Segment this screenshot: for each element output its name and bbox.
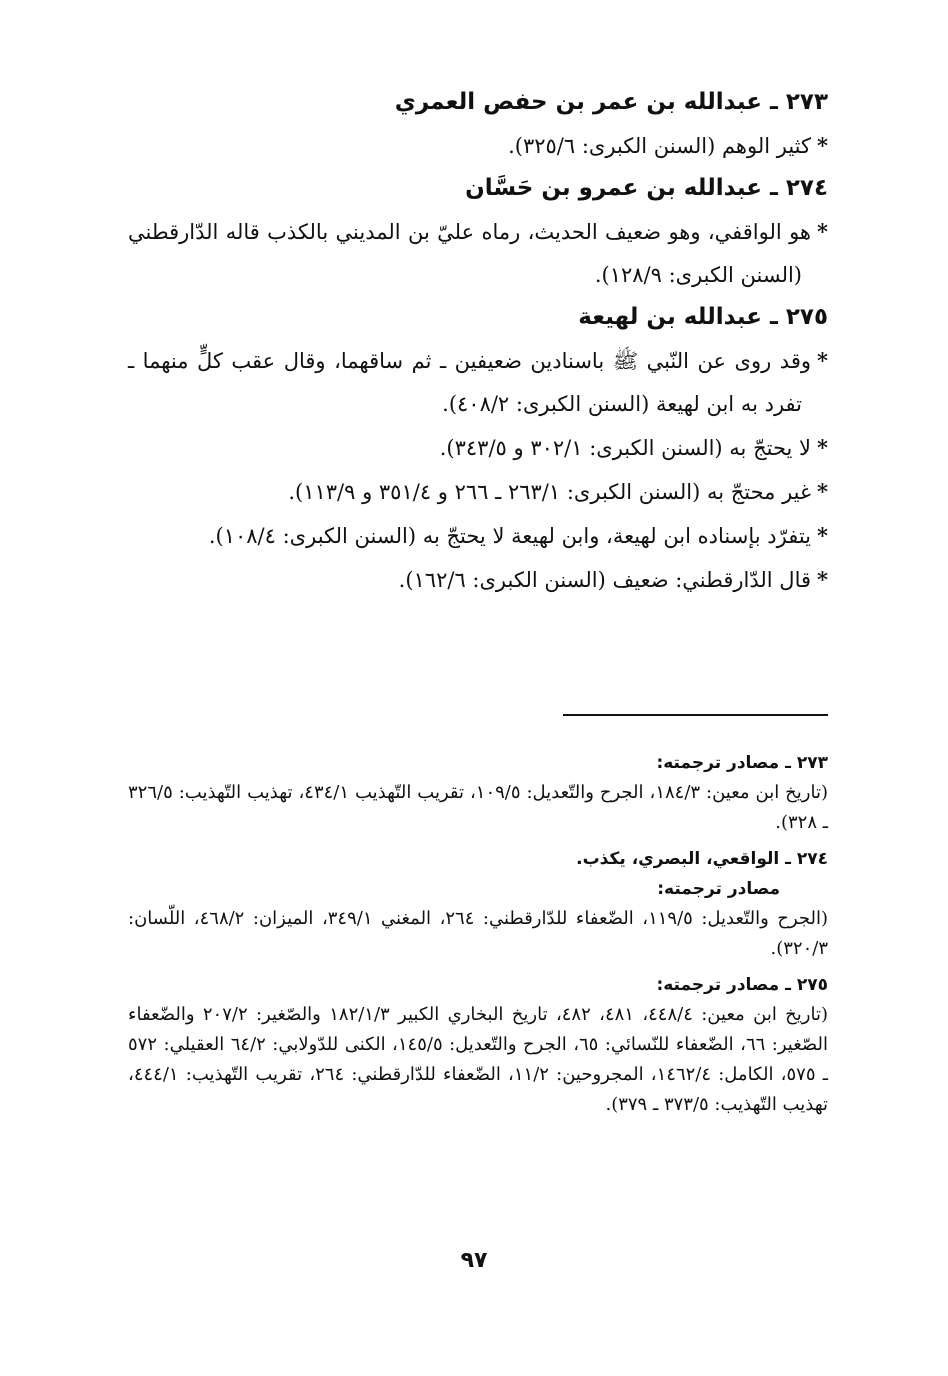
- page-number: ٩٧: [460, 1248, 488, 1273]
- star-marker: *: [817, 219, 828, 244]
- entry-note: *قال الدّارقطني: ضعيف (السنن الكبرى: ١٦٢/٦).: [398, 567, 828, 592]
- star-marker: *: [817, 435, 828, 460]
- entry-note: *كثير الوهم (السنن الكبرى: ٣٢٥/٦).: [508, 133, 828, 158]
- footnote-273-sources: (تاريخ ابن معين: ١٨٤/٣، الجرح والتّعديل: ١٠٩/٥، تقريب التّهذيب ٤٣٤/١، تهذيب التّهذيب: ٣٢٦/٥ ـ ٣٢٨).: [128, 782, 828, 833]
- entry-273: [128, 82, 828, 168]
- entry-title: ٢٧٣ ـ عبدالله بن عمر بن حفص العمري: [394, 89, 828, 115]
- entry-note: *غير محتجّ به (السنن الكبرى: ٢٦٣/١ ـ ٢٦٦ و ٣٥١/٤ و ١١٣/٩).: [288, 479, 828, 504]
- entry-note: *لا يحتجّ به (السنن الكبرى: ٣٠٢/١ و ٣٤٣/٥).: [439, 435, 828, 460]
- main-text: [128, 82, 828, 602]
- footnote-274-heading: ٢٧٤ ـ الواقعي، البصري، يكذب.: [576, 849, 828, 869]
- footnote-separator: [563, 714, 828, 716]
- footnote-275-sources: (تاريخ ابن معين: ٤٤٨/٤، ٤٨١، ٤٨٢، تاريخ البخاري الكبير ١٨٢/١/٣ والصّغير: ٢٠٧/٢ والضّعفاء الصّغير: ٦٦، الضّعفاء للنّسائي: ٦٥، الجرح والتّعديل: ١٤٥/٥، الكنى للدّولابي: ٦٤/٢ العقيلي: ٥٧٢ ـ ٥٧٥، الكامل: ١٤٦٢/٤، المجروحين: ١١/٢، الضّعفاء للدّارقطني: ٢٦٤، تقريب التّهذيب: ٤٤٤/١، تهذيب التّهذيب: ٣٧٣/٥ ـ ٣٧٩).: [128, 1004, 829, 1115]
- star-marker: *: [817, 479, 828, 504]
- entry-274: [128, 168, 828, 297]
- entry-title: ٢٧٤ ـ عبدالله بن عمرو بن حَسَّان: [465, 175, 828, 201]
- entry-note: *هو الواقفي، وهو ضعيف الحديث، رماه عليّ بن المديني بالكذب قاله الدّارقطني (السنن الكبرى: ١٢٨/٩).: [128, 219, 828, 287]
- footnote-275-heading: ٢٧٥ ـ مصادر ترجمته:: [656, 975, 828, 995]
- footnote-274-subheading: مصادر ترجمته:: [657, 879, 780, 899]
- entry-note: *وقد روى عن النّبي ﷺ باسنادين ضعيفين ـ ثم ساقهما، وقال عقب كلٍّ منهما ـ تفرد به ابن لهيعة (السنن الكبرى: ٤٠٨/٢).: [128, 348, 828, 416]
- star-marker: *: [817, 133, 828, 158]
- footnotes: [128, 748, 828, 1120]
- entry-title: ٢٧٥ ـ عبدالله بن لهيعة: [578, 304, 828, 330]
- star-marker: *: [817, 567, 828, 592]
- entry-note: *يتفرّد بإسناده ابن لهيعة، وابن لهيعة لا يحتجّ به (السنن الكبرى: ١٠٨/٤).: [208, 523, 828, 548]
- footnote-274-sources: (الجرح والتّعديل: ١١٩/٥، الضّعفاء للدّارقطني: ٢٦٤، المغني ٣٤٩/١، الميزان: ٤٦٨/٢، اللّسان: ٣٢٠/٣).: [128, 908, 828, 959]
- star-marker: *: [817, 523, 828, 548]
- entry-275: [128, 297, 828, 602]
- star-marker: *: [817, 348, 828, 373]
- footnote-273-heading: ٢٧٣ ـ مصادر ترجمته:: [656, 753, 828, 773]
